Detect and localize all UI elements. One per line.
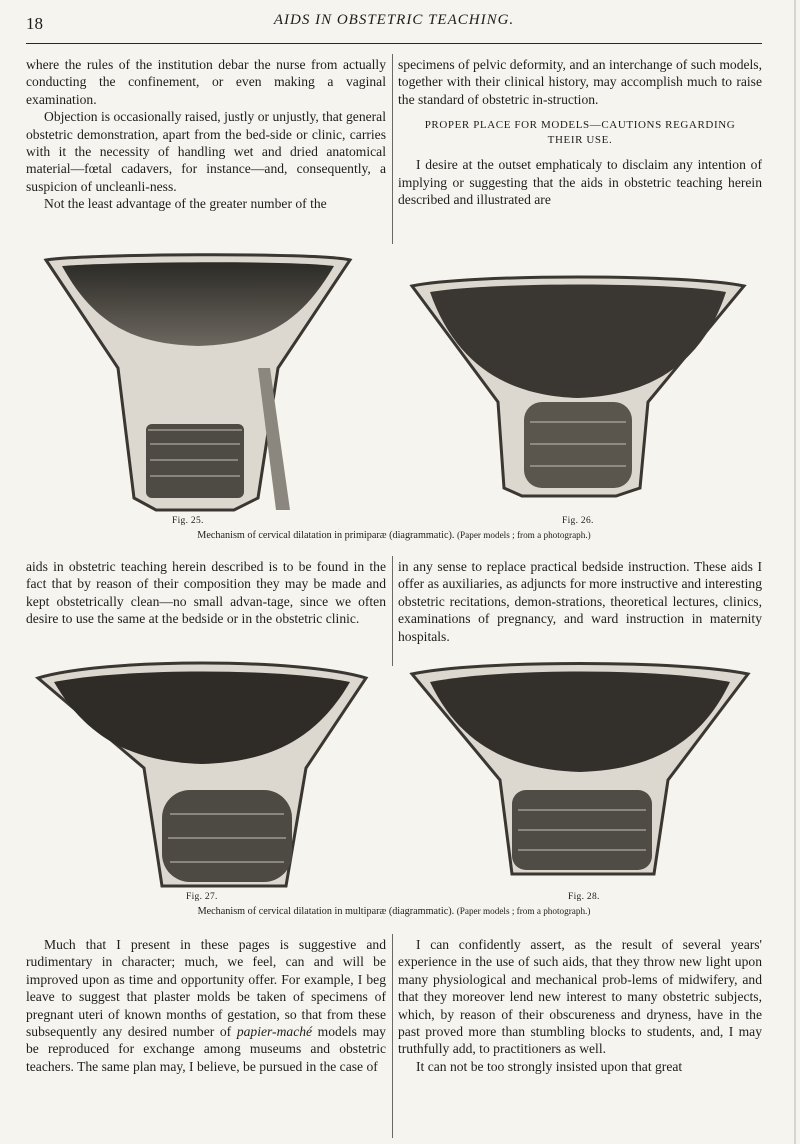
section-heading (398, 118, 762, 148)
fig-28-label: Fig. 28. (568, 892, 600, 902)
column-divider (392, 934, 393, 1138)
fig-26-label: Fig. 26. (562, 516, 594, 526)
running-header (26, 10, 762, 40)
running-title: AIDS IN OBSTETRIC TEACHING. (273, 12, 515, 28)
section-heading-line2: THEIR USE. (547, 134, 613, 147)
paragraph: aids in obstetric teaching herein described is to be found in the fact that by reason of their composition they may be made and kept obstetrically clean—no small advan-tage, since we often desire to use the same at the bedside or in the obstetric clinic. (26, 559, 386, 627)
paragraph: I desire at the outset emphaticaly to disclaim any intention of implying or suggesting that the aids in obstetric teaching herein described and illustrated are (398, 157, 762, 208)
paragraph: It can not be too strongly insisted upon that great (416, 1058, 683, 1074)
figure-26-photo (408, 272, 748, 502)
column-divider (392, 556, 393, 666)
paragraph: Objection is occasionally raised, justly or unjustly, that general obstetric demonstration, apart from the bed-side or clinic, carries with it the necessity of handling wet and dried anatomical material—fœtal cadavers, for instance—and, consequently, a suspicion of uncleanli-ness. (26, 109, 386, 194)
column-divider (392, 54, 393, 244)
fig-25-label: Fig. 25. (172, 516, 204, 526)
header-rule (26, 43, 762, 44)
figure-28-photo (408, 660, 752, 882)
caption-main: Mechanism of cervical dilatation in primiparæ (diagrammatic). (197, 530, 455, 541)
section3-left-column (26, 936, 386, 1075)
figure-caption-top (26, 530, 762, 541)
page-edge (794, 0, 796, 1144)
paragraph: in any sense to replace practical bedside instruction. These aids I offer as auxiliaries, as adjuncts for more instructive and interesting obstetric recitations, demon-strations, theoretical lectures, clinics, examinations of pregnancy, and ward instruction in maternity hospitals. (398, 559, 762, 644)
paragraph: where the rules of the institution debar the nurse from actually conducting the confinement, or even making a vaginal examination. (26, 57, 386, 107)
section2-left-column (26, 558, 386, 628)
caption-main: Mechanism of cervical dilatation in multiparæ (diagrammatic). (197, 906, 455, 917)
paragraph (26, 936, 386, 1075)
paragraph: Not the least advantage of the greater number of the (44, 196, 327, 212)
italic-term: papier-maché (236, 1024, 313, 1040)
page-number: 18 (26, 14, 43, 33)
figure-25-photo (38, 248, 358, 514)
caption-parenthetical: (Paper models ; from a photograph.) (457, 530, 591, 540)
section-heading-line1: PROPER PLACE FOR MODELS—CAUTIONS REGARDING (424, 119, 736, 132)
section1-left-column (26, 56, 386, 213)
paragraph: specimens of pelvic deformity, and an interchange of such models, together with their clinical history, may accomplish much to raise the standard of obstetric in-struction. (398, 57, 762, 107)
section3-right-column (398, 936, 762, 1075)
figure-caption-bottom (26, 906, 762, 917)
caption-parenthetical: (Paper models ; from a photograph.) (456, 906, 591, 916)
paragraph: I can confidently assert, as the result of several years' experience in the use of such aids, that they throw new light upon many physiological and mechanical prob-lems of midwifery, and that they moreover lend new interest to many obstetric subjects, which, by reason of their obscureness and dryness, have in the past proved more than stumbling blocks to students, and, I may truthfully add, to practitioners as well. (398, 937, 762, 1057)
text-run: models may be reproduced for exchange among museums and obstetric teachers. The same plan may, I believe, be pursued in the case of (26, 1024, 386, 1074)
fig-27-label: Fig. 27. (186, 892, 218, 902)
section2-right-column (398, 558, 762, 645)
text-run: Much that I present in these pages is suggestive and rudimentary in character; much, we feel, can and will be improved upon as time and opportunity offer. For example, I beg leave to suggest that plaster molds be taken of specimens of pregnant uteri of known months of gestation, so that from these subsequently any desired number of (26, 937, 386, 1040)
figure-27-photo (34, 658, 370, 888)
section1-right-column (398, 56, 762, 208)
